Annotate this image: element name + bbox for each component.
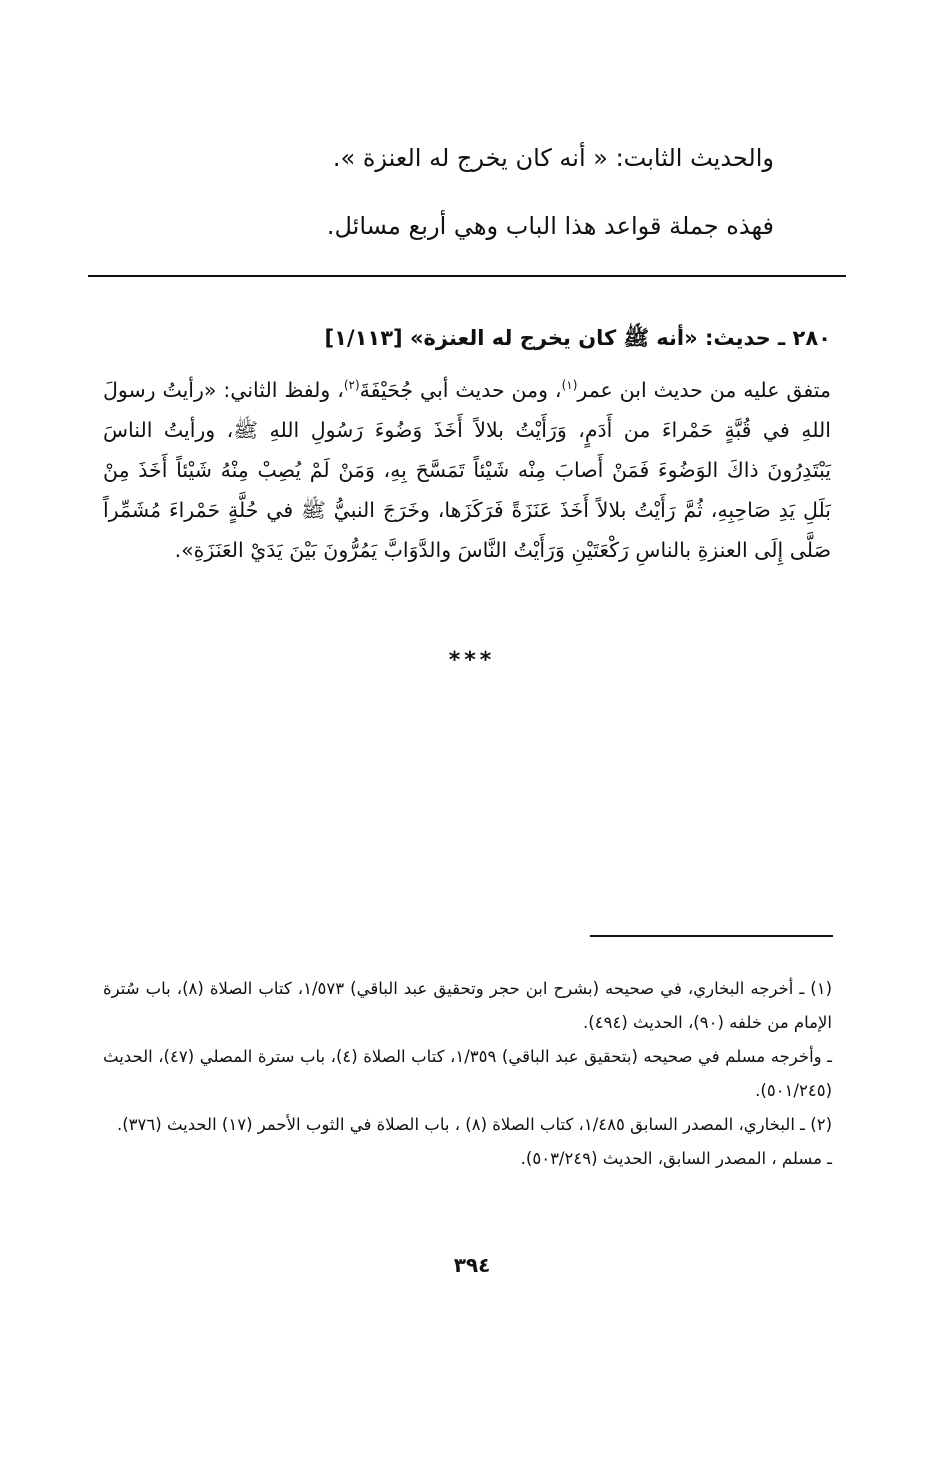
footnote-1-continuation: ـ وأخرجه مسلم في صحيحه (بتحقيق عبد الباقي) ١/٣٥٩، كتاب الصلاة (٤)، باب سترة المصلي (٤٧)، الحديث (٥٠١/٢٤٥). <box>103 1047 832 1100</box>
page-number: ٣٩٤ <box>453 1253 491 1277</box>
intro-text-part3: ، ولفظ الثاني: <box>223 378 344 402</box>
footnote-rule <box>590 935 833 937</box>
hadith-statement-line: والحديث الثابت: « أنه كان يخرج له العنزة ». <box>332 144 774 172</box>
hadith-quote: «رأيتُ رسولَ اللهِ في قُبَّةٍ حَمْراءَ من أَدَمٍ، وَرَأَيْتُ بلالاً أَخَذَ وَضُوءَ رَسُولِ اللهِ ﷺ، ورأيتُ الناسَ يَبْتَدِرُونَ ذاكَ الوَضُوءَ فَمَنْ أَصابَ مِنْه شَيْئاً تَمَسَّحَ بِهِ، وَمَنْ لَمْ يُصِبْ مِنْهُ شَيْئاً أَخَذَ مِنْ بَلَلِ يَدِ صَاحِبِهِ، ثُمَّ رَأَيْتُ بلالاً أَخَذَ عَنَزَةً فَرَكَزَها، وخَرَجَ النبيُّ ﷺ في حُلَّةٍ حَمْراءَ مُشَمِّراً صَلَّى إِلَى العنزةِ بالناسِ رَكْعَتَيْنِ وَرَأَيْتُ النَّاسَ والدَّوَابَّ يَمُرُّونَ بَيْنَ يَدَيْ العَنَزَةِ». <box>103 378 831 562</box>
footnote-ref-1: (١) <box>561 378 578 393</box>
intro-text-part1: متفق عليه من حديث ابن عمر <box>577 378 831 402</box>
footnote-1: (١) ـ أخرجه البخاري، في صحيحه (بشرح ابن حجر وتحقيق عبد الباقي) ١/٥٧٣، كتاب الصلاة (٨)، باب سُترة الإمام من خلفه (٩٠)، الحديث (٤٩٤). <box>103 979 832 1032</box>
section-separator-stars: *** <box>448 648 496 673</box>
footnote-2-continuation: ـ مسلم ، المصدر السابق، الحديث (٥٠٣/٢٤٩). <box>520 1149 832 1168</box>
footnote-ref-2: (٢) <box>343 378 360 393</box>
footnote-2: (٢) ـ البخاري، المصدر السابق ١/٤٨٥، كتاب الصلاة (٨) ، باب الصلاة في الثوب الأحمر (١٧) الحديث (٣٧٦). <box>116 1115 832 1134</box>
hadith-heading: ٢٨٠ ـ حديث: «أنه ﷺ كان يخرج له العنزة» [١/١١٣] <box>324 326 831 350</box>
footnotes <box>103 972 832 1176</box>
hadith-body <box>103 370 831 570</box>
chapter-summary-line: فهذه جملة قواعد هذا الباب وهي أربع مسائل. <box>326 212 774 240</box>
section-divider <box>88 275 846 277</box>
intro-text-part2: ، ومن حديث أبي جُحَيْفَةَ <box>359 378 562 402</box>
